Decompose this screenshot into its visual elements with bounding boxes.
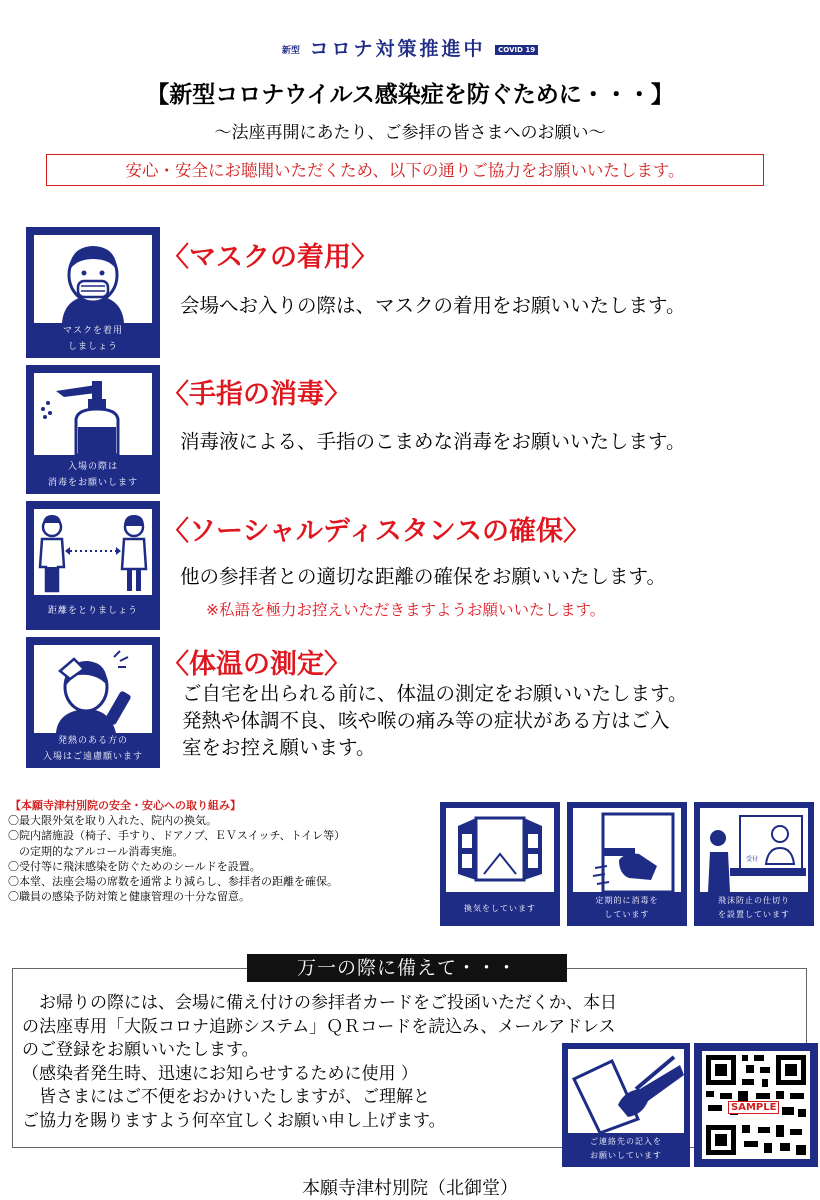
efforts-list xyxy=(8,813,345,905)
emergency-line: 皆さまにはご不便をおかけいたしますが、ご理解と xyxy=(22,1087,430,1107)
sanitizer-bottle-icon xyxy=(34,373,152,455)
shield-caption-1: 飛沫防止の仕切り xyxy=(718,896,790,905)
body-distance: 他の参拝者との適切な距離の確保をお願いいたします。 xyxy=(180,565,666,588)
wiping-hand-icon xyxy=(573,808,681,892)
heading-distance: 〈ソーシャルディスタンスの確保〉 xyxy=(162,516,590,547)
mask-caption-2: しましょう xyxy=(67,342,118,352)
body-temperature-2: 発熱や体調不良、咳や喉の痛み等の症状がある方はご入 xyxy=(182,709,670,732)
mask-caption-1: マスクを着用 xyxy=(62,326,123,336)
shield-caption-2: を設置しています xyxy=(718,910,790,919)
contact-panel xyxy=(562,1043,690,1167)
body-mask: 会場へお入りの際は、マスクの着用をお願いいたします。 xyxy=(180,294,686,317)
mask-icon xyxy=(34,235,152,323)
page-subtitle: ～法座再開にあたり、ご参拝の皆さまへのお願い～ xyxy=(214,123,606,143)
efforts-line: の定期的なアルコール消毒実施。 xyxy=(8,844,184,858)
campaign-prefix: 新型 xyxy=(281,46,300,56)
contact-caption-2: お願いしています xyxy=(590,1151,662,1160)
efforts-line: 〇本堂、法座会場の席数を通常より減らし、参拝者の距離を確保。 xyxy=(8,875,338,889)
window-icon xyxy=(446,808,554,892)
ventilation-caption: 換気をしています xyxy=(464,904,536,913)
campaign-main: コロナ対策推進中 xyxy=(309,38,486,60)
efforts-line: 〇受付等に飛沫感染を防ぐためのシールドを設置。 xyxy=(8,859,261,873)
heading-temperature: 〈体温の測定〉 xyxy=(162,649,351,680)
efforts-heading: 【本願寺津村別院の安全・安心への取り組み】 xyxy=(10,799,241,812)
sanitize-caption-1: 入場の際は xyxy=(67,462,118,472)
distance-caption: 距離をとりましょう xyxy=(47,606,138,616)
qr-panel xyxy=(694,1043,818,1167)
footer-organization: 本願寺津村別院（北御堂） xyxy=(302,1178,518,1199)
shield-panel xyxy=(694,802,814,926)
notice-box: 安心・安全にお聴聞いただくため、以下の通りご協力をお願いいたします。 xyxy=(46,154,764,186)
sanitize-caption-2: 消毒をお願いします xyxy=(47,478,138,488)
distance-panel xyxy=(26,501,160,630)
body-temperature-3: 室をお控え願います。 xyxy=(182,736,376,759)
fever-icon xyxy=(34,645,152,733)
heading-sanitize: 〈手指の消毒〉 xyxy=(162,379,351,410)
temperature-caption-2: 入場はご遠慮願います xyxy=(42,752,143,762)
emergency-line: （感染者発生時、迅速にお知らせするために使用 ） xyxy=(22,1063,418,1084)
efforts-line: 〇院内諸施設（椅子、手すり、ドアノブ、ＥＶスイッチ、トイレ等） xyxy=(8,829,346,843)
contact-caption-1: ご連絡先の記入を xyxy=(590,1137,662,1146)
efforts-line: 〇職員の感染予防対策と健康管理の十分な留意。 xyxy=(8,890,250,904)
temperature-panel xyxy=(26,637,160,768)
emergency-line: のご登録をお願いいたします。 xyxy=(22,1040,259,1060)
reception-shield-icon xyxy=(700,808,808,892)
body-sanitize: 消毒液による、手指のこまめな消毒をお願いいたします。 xyxy=(180,430,686,453)
sample-stamp: SAMPLE xyxy=(728,1101,779,1114)
campaign-banner xyxy=(0,34,820,61)
reception-sign: 受付 xyxy=(746,856,759,863)
covid-badge: COVID 19 xyxy=(495,45,538,55)
page-title: 【新型コロナウイルス感染症を防ぐために・・・】 xyxy=(146,82,674,108)
emergency-line: お帰りの際には、会場に備え付けの参拝者カードをご投函いただくか、本日 xyxy=(22,993,617,1013)
emergency-line: の法座専用「大阪コロナ追跡システム」ＱＲコードを読込み、メールアドレス xyxy=(22,1016,616,1037)
writing-hand-icon xyxy=(568,1049,684,1133)
social-distance-icon xyxy=(34,509,152,595)
temperature-caption-1: 発熱のある方の xyxy=(57,736,128,746)
qr-code[interactable] xyxy=(702,1051,810,1159)
disinfect-caption-2: しています xyxy=(604,910,650,919)
body-temperature-1: ご自宅を出られる前に、体温の測定をお願いいたします。 xyxy=(182,682,688,705)
note-distance: ※私語を極力お控えいただきますようお願いいたします。 xyxy=(206,601,606,619)
disinfect-panel xyxy=(567,802,687,926)
ventilation-panel xyxy=(440,802,560,926)
emergency-title: 万一の際に備えて・・・ xyxy=(247,954,567,982)
sanitize-panel xyxy=(26,365,160,494)
mask-panel xyxy=(26,227,160,358)
emergency-line: ご協力を賜りますよう何卒宜しくお願い申し上げます。 xyxy=(22,1110,446,1131)
heading-mask: 〈マスクの着用〉 xyxy=(162,242,378,273)
efforts-line: 〇最大限外気を取り入れた、院内の換気。 xyxy=(8,814,217,827)
disinfect-caption-1: 定期的に消毒を xyxy=(595,896,659,905)
